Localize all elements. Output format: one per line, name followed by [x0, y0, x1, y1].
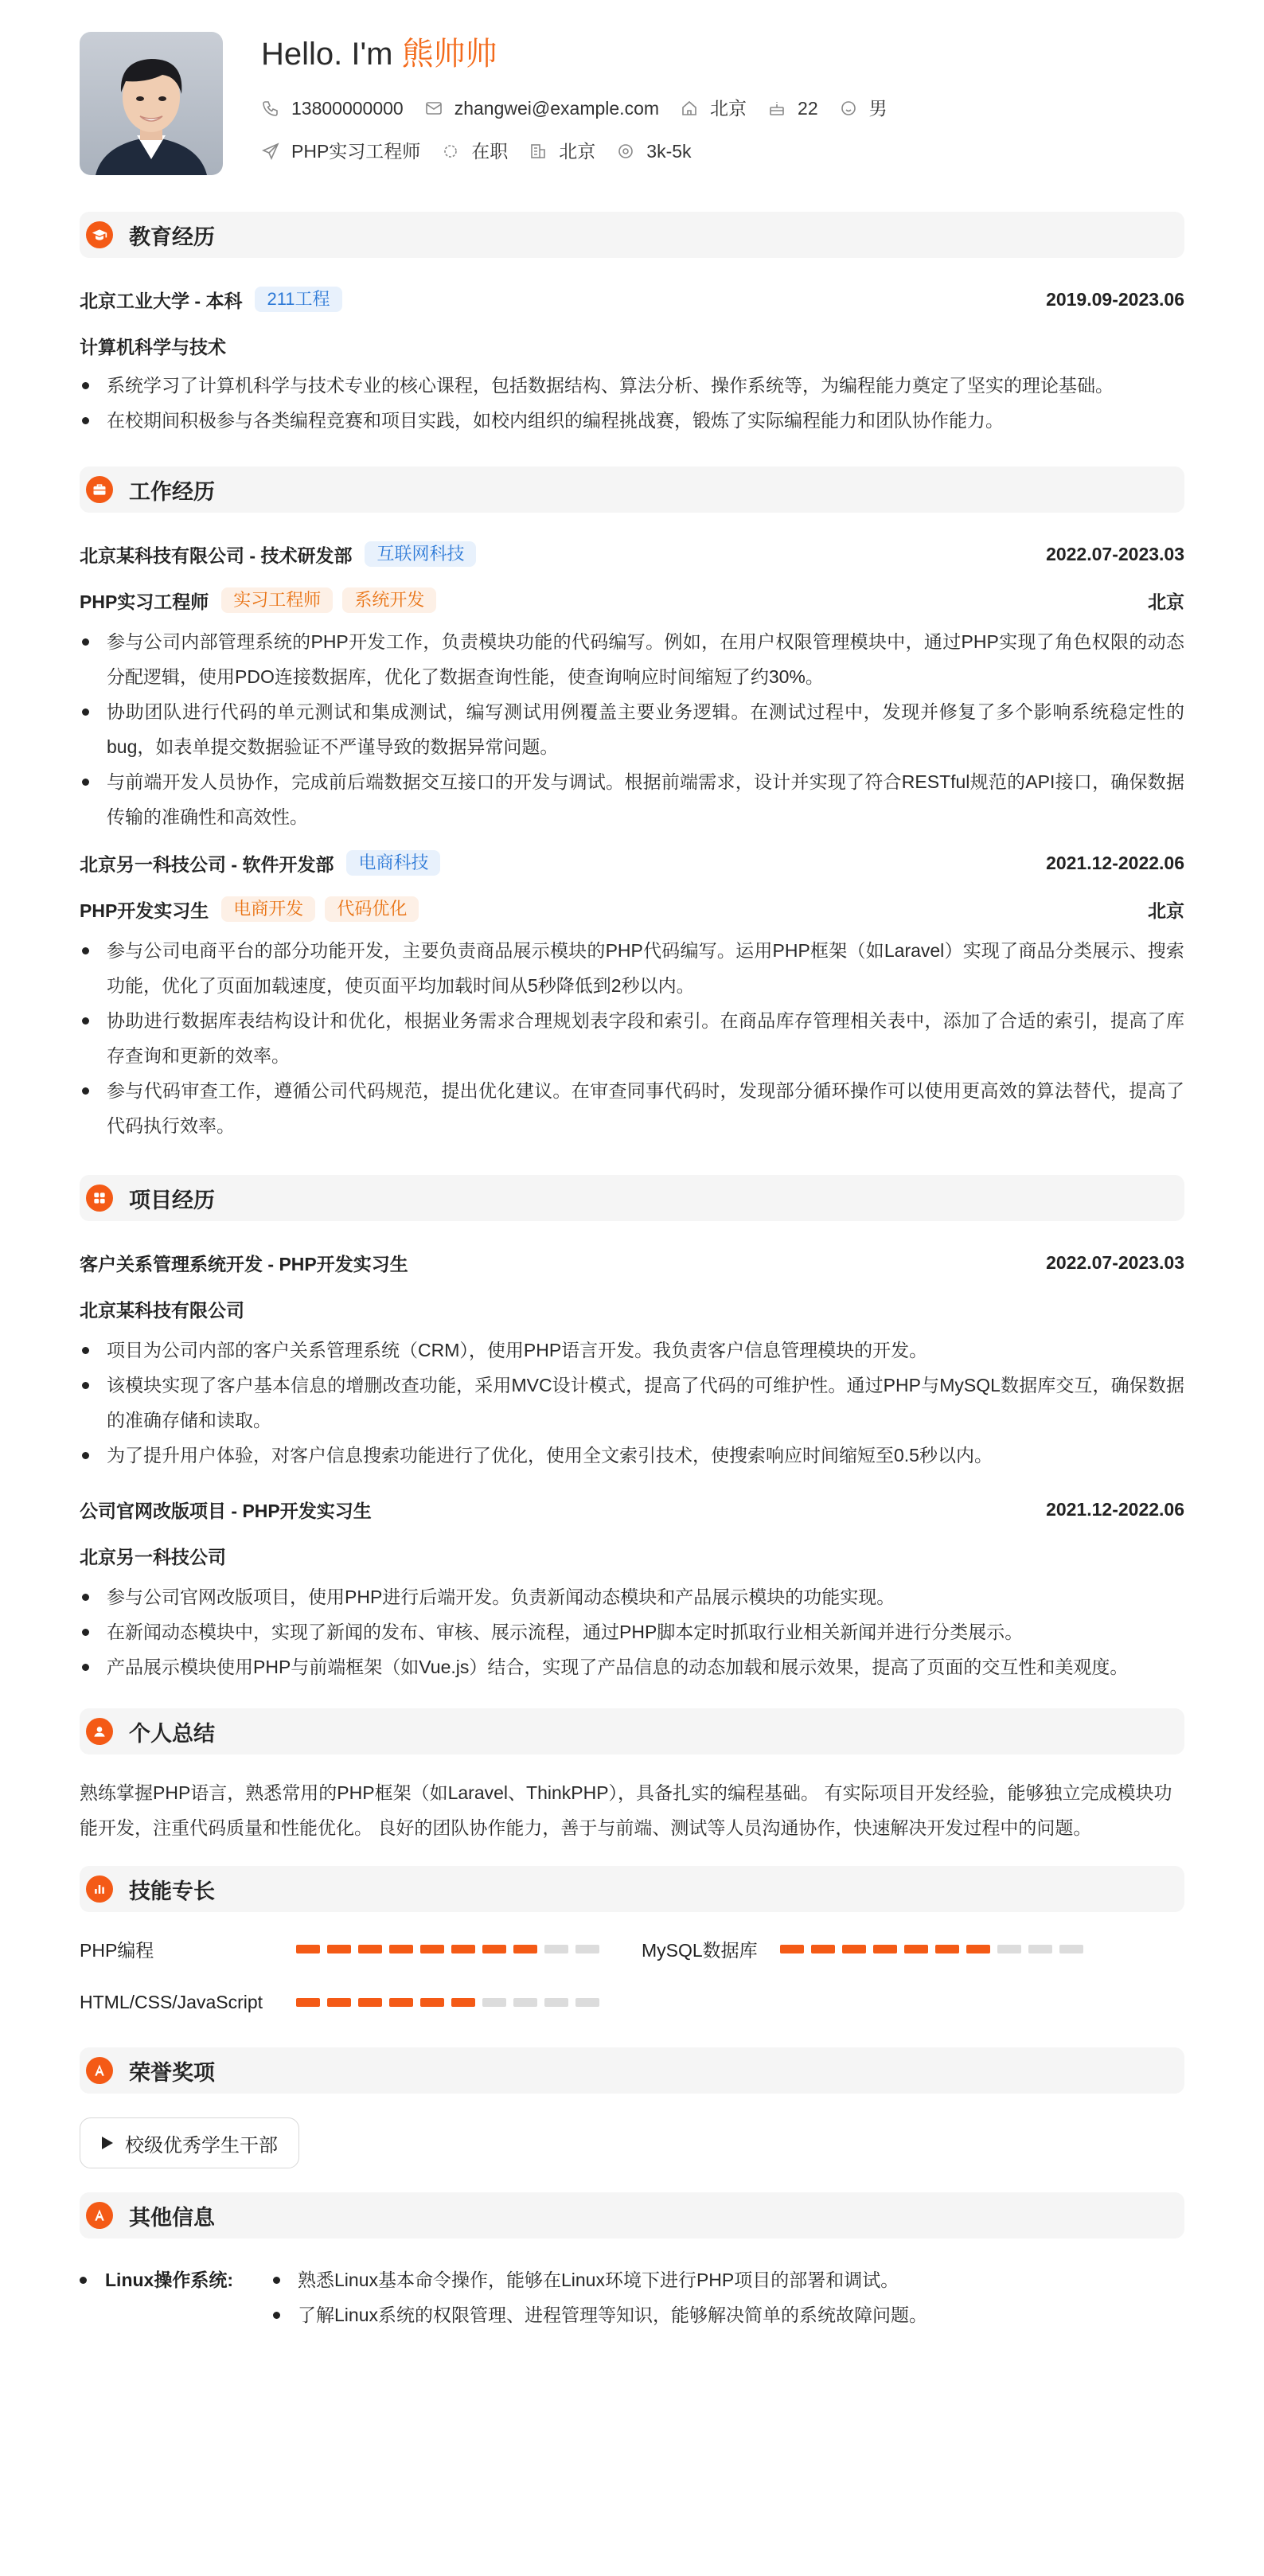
- skill-segment-filled: [842, 1945, 866, 1953]
- role-tag: 系统开发: [342, 587, 436, 613]
- position-info: [261, 139, 420, 164]
- project-period: 2022.07-2023.03: [1046, 1251, 1184, 1273]
- work-role-row: [80, 896, 1184, 922]
- section-title: 荣誉奖项: [129, 2060, 215, 2085]
- skill-segment-filled: [296, 1998, 320, 2007]
- resume-header: [80, 30, 1184, 178]
- face-icon: [839, 99, 858, 118]
- list-item: 该模块实现了客户基本信息的增删改查功能，采用MVC设计模式，提高了代码的可维护性。通过PHP与MySQL数据库交互，确保数据的准确存储和读取。: [80, 1368, 1184, 1438]
- skill-segment-filled: [296, 1945, 320, 1953]
- section-skills: [80, 1866, 1184, 1912]
- skill-segment-empty: [575, 1998, 599, 2007]
- list-item: 为了提升用户体验，对客户信息搜索功能进行了优化，使用全文索引技术，使搜索响应时间缩短至0.5秒以内。: [80, 1438, 1184, 1473]
- skill-name: HTML/CSS/JavaScript: [80, 1992, 263, 2012]
- skill-level-bar: [296, 1945, 607, 1953]
- skill-segment-filled: [966, 1945, 990, 1953]
- school-name: 北京工业大学 - 本科: [80, 290, 243, 311]
- skill-item: [80, 1992, 607, 2013]
- list-item: 参与公司内部管理系统的PHP开发工作，负责模块功能的代码编写。例如，在用户权限管理模块中，通过PHP实现了角色权限的动态分配逻辑，使用PDO连接数据库，优化了数据查询性能，使查询响应时间缩短了约30%。: [80, 624, 1184, 694]
- role-tag: 实习工程师: [221, 587, 333, 613]
- section-title: 工作经历: [129, 479, 215, 504]
- skill-segment-filled: [420, 1998, 444, 2007]
- user-icon: [86, 1718, 113, 1745]
- company-name: 北京另一科技公司 - 软件开发部: [80, 853, 334, 875]
- section-title: 项目经历: [129, 1188, 215, 1212]
- skill-segment-filled: [420, 1945, 444, 1953]
- skill-segment-filled: [780, 1945, 804, 1953]
- skill-segment-empty: [1028, 1945, 1052, 1953]
- work-period: 2022.07-2023.03: [1046, 543, 1184, 564]
- list-item: 参与公司官网改版项目，使用PHP进行后端开发。负责新闻动态模块和产品展示模块的功能实现。: [80, 1579, 1184, 1614]
- other-bullets: [271, 2262, 927, 2332]
- section-summary: [80, 1708, 1184, 1754]
- greeting-text: Hello. I'm: [261, 37, 402, 72]
- project-bullets: [80, 1333, 1184, 1473]
- project-company: 北京另一科技公司: [80, 1546, 226, 1567]
- skill-segment-filled: [358, 1945, 382, 1953]
- job-intent-row: [261, 139, 712, 164]
- list-item: 熟悉Linux基本命令操作，能够在Linux环境下进行PHP项目的部署和调试。: [271, 2262, 927, 2297]
- list-item: 参与公司电商平台的部分功能开发，主要负责商品展示模块的PHP代码编写。运用PHP框架（如Laravel）实现了商品分类展示、搜索功能，优化了页面加载速度，使页面平均加载时间从5秒降低到2秒以内。: [80, 933, 1184, 1003]
- grid-icon: [86, 1185, 113, 1212]
- summary-text: 熟练掌握PHP语言，熟悉常用的PHP框架（如Laravel、ThinkPHP），具备扎实的编程基础。 有实际项目开发经验，能够独立完成模块功能开发，注重代码质量和性能优化。 良好的团队协作能力，善于与前端、测试等人员沟通协作，快速解决开发过程中的问题。: [80, 1782, 1172, 1838]
- mail-icon: [424, 99, 443, 118]
- skill-segment-filled: [327, 1998, 351, 2007]
- graduation-cap-icon: [86, 221, 113, 248]
- email-info: [424, 96, 659, 121]
- skill-name: PHP编程: [80, 1940, 154, 1961]
- salary-info: [616, 139, 691, 164]
- list-item: 参与代码审查工作，遵循公司代码规范，提出优化建议。在审查同事代码时，发现部分循环操作可以使用更高效的算法替代，提高了代码执行效率。: [80, 1073, 1184, 1143]
- phone-value: 13800000000: [291, 98, 404, 119]
- skill-segment-empty: [544, 1945, 568, 1953]
- skill-segment-empty: [575, 1945, 599, 1953]
- coin-icon: [616, 142, 635, 161]
- home-icon: [680, 99, 699, 118]
- email-value: zhangwei@example.com: [454, 98, 660, 119]
- list-item: 产品展示模块使用PHP与前端框架（如Vue.js）结合，实现了产品信息的动态加载和展示效果，提高了页面的交互性和美观度。: [80, 1649, 1184, 1684]
- position-value: PHP实习工程师: [291, 141, 421, 162]
- section-awards: [80, 2047, 1184, 2094]
- award-label: 校级优秀学生干部: [125, 2134, 278, 2156]
- section-title: 教育经历: [129, 224, 215, 249]
- city-value: 北京: [710, 98, 747, 119]
- target-city-info: [529, 139, 595, 164]
- list-item: 系统学习了计算机科学与技术专业的核心课程，包括数据结构、算法分析、操作系统等，为编程能力奠定了坚实的理论基础。: [80, 368, 1184, 403]
- work-role-row: [80, 587, 1184, 613]
- info-icon: [86, 2202, 113, 2229]
- skill-segment-filled: [389, 1998, 413, 2007]
- gender-value: 男: [868, 98, 888, 119]
- education-period: 2019.09-2023.06: [1046, 288, 1184, 310]
- industry-tag: 电商科技: [346, 850, 440, 876]
- other-key: Linux操作系统:: [80, 2262, 275, 2332]
- role-tag: 代码优化: [325, 896, 419, 922]
- list-item: 在新闻动态模块中，实现了新闻的发布、审核、展示流程，通过PHP脚本定时抓取行业相关新闻并进行分类展示。: [80, 1614, 1184, 1649]
- building-icon: [529, 142, 548, 161]
- major-row: [80, 333, 1184, 358]
- phone-icon: [261, 99, 280, 118]
- resume: [80, 30, 1184, 2332]
- project-title: 公司官网改版项目 - PHP开发实习生: [80, 1500, 372, 1521]
- skill-segment-filled: [811, 1945, 835, 1953]
- project-period: 2021.12-2022.06: [1046, 1498, 1184, 1520]
- skill-segment-filled: [327, 1945, 351, 1953]
- work-bullets: [80, 933, 1184, 1143]
- work-period: 2021.12-2022.06: [1046, 852, 1184, 873]
- status-value: 在职: [471, 141, 509, 162]
- skill-name: MySQL数据库: [642, 1940, 758, 1961]
- list-item: 与前端开发人员协作，完成前后端数据交互接口的开发与调试。根据前端需求，设计并实现了符合RESTful规范的API接口，确保数据传输的准确性和高效性。: [80, 764, 1184, 834]
- age-value: 22: [798, 98, 818, 119]
- project-header: [80, 1497, 1184, 1522]
- skill-segment-filled: [513, 1945, 537, 1953]
- project-bullets: [80, 1579, 1184, 1684]
- skill-segment-filled: [358, 1998, 382, 2007]
- work-bullets: [80, 624, 1184, 834]
- section-title: 个人总结: [129, 1721, 215, 1746]
- greeting-title: [261, 33, 497, 75]
- play-triangle-icon: [101, 2136, 114, 2150]
- project-company-row: [80, 1296, 1184, 1321]
- skill-segment-empty: [482, 1998, 506, 2007]
- bar-chart-icon: [86, 1875, 113, 1903]
- briefcase-icon: [86, 476, 113, 503]
- award-item: [80, 2117, 299, 2168]
- salary-value: 3k-5k: [646, 141, 692, 162]
- skill-segment-empty: [513, 1998, 537, 2007]
- work-header: [80, 850, 1184, 876]
- skill-segment-filled: [482, 1945, 506, 1953]
- major-name: 计算机科学与技术: [80, 336, 226, 357]
- age-info: [767, 96, 818, 121]
- skill-segment-empty: [1059, 1945, 1083, 1953]
- phone-info: [261, 96, 404, 121]
- target-city-value: 北京: [559, 141, 596, 162]
- project-header: [80, 1250, 1184, 1275]
- skill-segment-filled: [873, 1945, 897, 1953]
- send-icon: [261, 142, 280, 161]
- city-info: [680, 96, 747, 121]
- section-title: 技能专长: [129, 1879, 215, 1903]
- role-name: PHP开发实习生: [80, 900, 209, 921]
- education-header: [80, 287, 1184, 312]
- skills-list: [80, 1912, 1184, 2024]
- candidate-name: 熊帅帅: [401, 37, 497, 72]
- skill-segment-filled: [935, 1945, 959, 1953]
- work-header: [80, 541, 1184, 567]
- contact-row: [261, 96, 908, 121]
- skill-item: [80, 1936, 607, 1962]
- section-projects: [80, 1175, 1184, 1221]
- skill-segment-filled: [451, 1998, 475, 2007]
- skill-segment-filled: [389, 1945, 413, 1953]
- work-location: 北京: [1148, 591, 1184, 612]
- avatar: [80, 32, 223, 175]
- role-tag: 电商开发: [221, 896, 315, 922]
- skill-item: [642, 1936, 1090, 1962]
- company-name: 北京某科技有限公司 - 技术研发部: [80, 544, 353, 566]
- skill-segment-filled: [451, 1945, 475, 1953]
- list-item: 了解Linux系统的权限管理、进程管理等知识，能够解决简单的系统故障问题。: [271, 2297, 927, 2332]
- award-icon: [86, 2057, 113, 2084]
- industry-tag: 互联网科技: [365, 541, 476, 567]
- section-title: 其他信息: [129, 2205, 215, 2230]
- list-item: 在校期间积极参与各类编程竞赛和项目实践，如校内组织的编程挑战赛，锻炼了实际编程能力和团队协作能力。: [80, 403, 1184, 438]
- section-other: [80, 2192, 1184, 2238]
- project-company: 北京某科技有限公司: [80, 1299, 244, 1321]
- role-name: PHP实习工程师: [80, 591, 209, 612]
- skill-segment-empty: [544, 1998, 568, 2007]
- section-work: [80, 466, 1184, 513]
- list-item: 协助进行数据库表结构设计和优化，根据业务需求合理规划表字段和索引。在商品库存管理相关表中，添加了合适的索引，提高了库存查询和更新的效率。: [80, 1003, 1184, 1073]
- status-info: [441, 139, 508, 164]
- skill-segment-filled: [904, 1945, 928, 1953]
- skill-segment-empty: [997, 1945, 1021, 1953]
- work-location: 北京: [1148, 900, 1184, 921]
- other-info: [80, 2262, 1184, 2332]
- school-tag: 211工程: [255, 287, 341, 312]
- awards-list: [80, 2117, 1184, 2168]
- gender-info: [839, 96, 888, 121]
- skill-level-bar: [296, 1998, 607, 2007]
- project-company-row: [80, 1543, 1184, 1568]
- education-bullets: [80, 368, 1184, 438]
- status-icon: [441, 142, 460, 161]
- project-title: 客户关系管理系统开发 - PHP开发实习生: [80, 1253, 408, 1274]
- list-item: 项目为公司内部的客户关系管理系统（CRM），使用PHP语言开发。我负责客户信息管理模块的开发。: [80, 1333, 1184, 1368]
- skill-level-bar: [780, 1945, 1090, 1953]
- list-item: 协助团队进行代码的单元测试和集成测试，编写测试用例覆盖主要业务逻辑。在测试过程中，发现并修复了多个影响系统稳定性的bug，如表单提交数据验证不严谨导致的数据异常问题。: [80, 694, 1184, 764]
- section-education: [80, 212, 1184, 258]
- cake-icon: [767, 99, 786, 118]
